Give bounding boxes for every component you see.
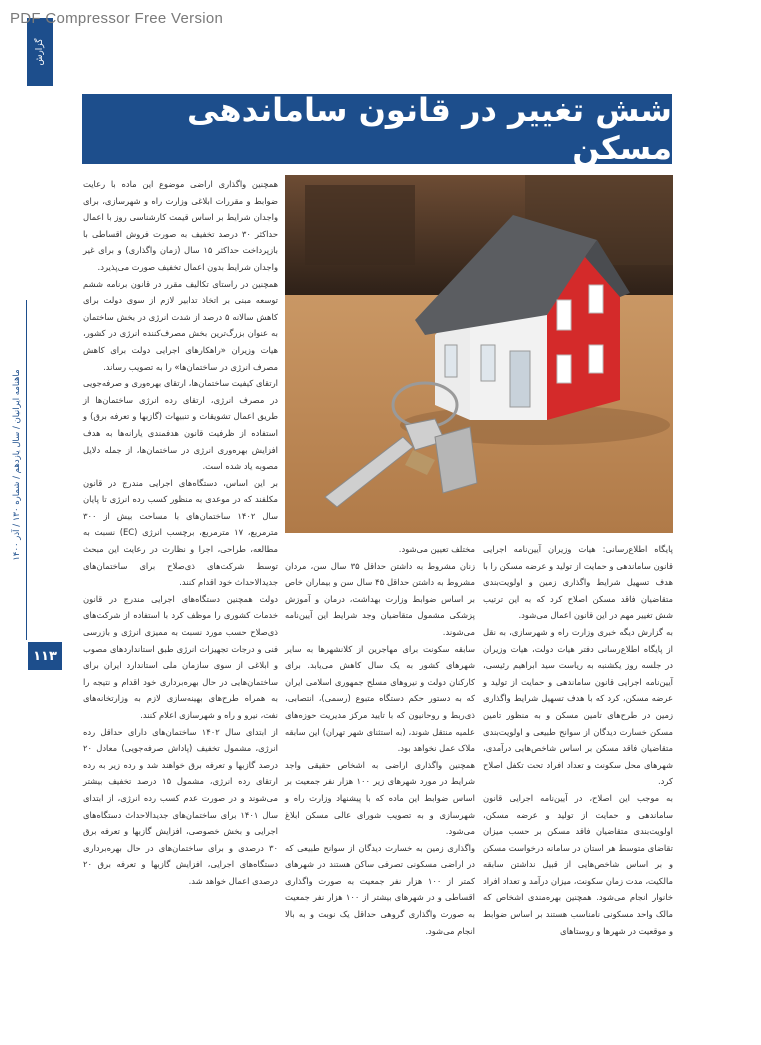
- paragraph: ارتقای کیفیت ساختمان‌ها، ارتقای بهره‌وری و صرفه‌جویی در مصرف انرژی، ارتقای رده انرژی ساختمان‌ها از طریق اعمال تشویقات و تنبیهات (گازبها و تعرفه برق) و استفاده از ظرفیت قانون هدفمندی یارانه‌ها به هدف افزایش بهره‌وری انرژی در ساختمان‌ها، از جمله دلایل مصوبه یاد شده است.: [83, 378, 278, 472]
- article-column-left: [83, 176, 278, 966]
- article-column-right: [483, 541, 673, 971]
- section-tab: [27, 18, 53, 86]
- page-title: شش تغییر در قانون ساماندهی مسکن: [82, 94, 672, 164]
- article-column-middle: [285, 541, 475, 971]
- side-magazine-label: [6, 300, 28, 630]
- paragraph: همچنین در راستای تکالیف مقرر در قانون برنامه ششم توسعه مبنی بر اتخاذ تدابیر لازم از سوی دولت برای کاهش سالانه ۵ درصد از شدت انرژی در بخش ساختمان به عنوان بزرگ‌ترین بخش مصرف‌کننده انرژی در کشور، هیات وزیران «راهکارهای اجرایی دولت برای کاهش مصرف انرژی در ساختمان‌ها» را به تصویب رساند.: [83, 278, 278, 372]
- paragraph: پایگاه اطلاع‌رسانی: هیات وزیران آیین‌نامه اجرایی قانون ساماندهی و حمایت از تولید و عرضه مسکن را با هدف تسهیل شرایط واگذاری زمین و اولویت‌بندی متقاضیان فاقد مسکن اصلاح کرد که به این ترتیب شش تغییر مهم در این قانون اعمال می‌شود.: [483, 544, 673, 621]
- section-tab-label: گزارش: [35, 38, 45, 66]
- paragraph: به موجب این اصلاح، در آیین‌نامه اجرایی قانون ساماندهی و حمایت از تولید و عرضه مسکن، اولویت‌بندی متقاضیان فاقد مسکن بر حسب میزان تقاضای متوسط هر استان در سامانه درخواست مسکن و بر اساس شاخص‌هایی از قبیل نداشتن سابقه مالکیت، مدت زمان سکونت، میزان درآمد و تعداد افراد خانوار انجام می‌شود. همچنین بهره‌مندی اشخاص که مالک واحد مسکونی نامناسب هستند بر اساس ضوابط و موقعیت در شهرها و روستاهای: [483, 792, 673, 936]
- house-keys-photo: [285, 175, 673, 533]
- paragraph: زنان مشروط به داشتن حداقل ۳۵ سال سن، مردان مشروط به داشتن حداقل ۴۵ سال سن و بیماران خاص بر اساس ضوابط وزارت بهداشت، درمان و آموزش پزشکی مشمول متقاضیان وجد شرایط این آیین‌نامه می‌شوند.: [285, 560, 476, 637]
- paragraph: مختلف تعیین می‌شود.: [398, 544, 475, 554]
- page-number: ۱۱۳: [28, 642, 62, 670]
- watermark: PDF Compressor Free Version: [10, 10, 224, 27]
- paragraph: دولت همچنین دستگاه‌های اجرایی مندرج در قانون خدمات کشوری را موظف کرد با استفاده از شرکت‌های ذی‌صلاح حسب مورد نسبت به ممیزی انرژی و بازرسی فنی و درجات تجهیزات انرژی طبق استانداردهای مصوب و ابلاغی از سوی سازمان ملی استاندارد ایران برای ساختمان‌هایی در حال بهره‌برداری خود اقدام و نتیجه را به همراه طرح‌های بهینه‌سازی لازم به وزارتخانه‌های نفت، نیرو و راه و شهرسازی اعلام کنند.: [83, 593, 278, 720]
- side-divider: [26, 300, 27, 640]
- side-magazine-text: ماهنامه ایرانیان / سال یازدهم / شماره ۱۳۰ / آذر ۱۴۰۰: [12, 369, 22, 561]
- paragraph: به گزارش دیگه خبری وزارت راه و شهرسازی، به نقل از پایگاه اطلاع‌رسانی دفتر هیات دولت، هیات وزیران در جلسه روز یکشنبه به ریاست سید ابراهیم رئیسی، آیین‌نامه اجرایی قانون ساماندهی و حمایت از تولید و عرضه مسکن، کرد که با هدف تسهیل شرایط واگذاری زمین در طرح‌های تامین مسکن و به منظور تامین مسکن خسارت دیدگان از سوانح طبیعی و اولویت‌بندی متقاضیان فاقد مسکن بر اساس شاخص‌هایی درآمدی، شهرهای محل سکونت و تعداد افراد تحت تکفل اصلاح کرد.: [483, 626, 673, 787]
- paragraph: همچنین واگذاری اراضی موضوع این ماده با رعایت ضوابط و مقررات ابلاغی وزارت راه و شهرسازی، برای واجدان شرایط بر اساس قیمت کارشناسی روز با اعمال حداکثر ۳۰ درصد تخفیف به صورت فروش اقساطی با بازپرداخت حداکثر ۱۵ سال (زمان واگذاری) و برای غیر واجدان شرایط بدون اعمال تخفیف صورت می‌پذیرد.: [83, 179, 278, 272]
- paragraph: از ابتدای سال ۱۴۰۲ ساختمان‌های دارای حداقل رده انرژی، مشمول تخفیف (پاداش صرفه‌جویی) معادل ۲۰ درصد گازبها و تعرفه برق خواهند شد و رده زیر به رده ارتقای رده انرژی، مشمول ۱۵ درصد تخفیف بیشتر می‌شوند و در صورت عدم کسب رده انرژی، از ابتدای سال ۱۴۰۱ برای ساختمان‌های جدیدالاحداث دستگاه‌های اجرایی و بخش خصوصی، افزایش گازبها و تعرفه برق ۳۰ درصدی و برای ساختمان‌های در حال بهره‌برداری دستگاه‌های اجرایی، افزایش گازبها و تعرفه برق ۲۰ درصدی اعمال خواهد شد.: [83, 726, 278, 886]
- paragraph: واگذاری زمین به خسارت دیدگان از سوانح طبیعی که در اراضی مسکونی تصرفی ساکن هستند در شهرهای کمتر از ۱۰۰ هزار نفر جمعیت به صورت واگذاری اقساطی و در شهرهای بیشتر از ۱۰۰ هزار نفر جمعیت به صورت واگذاری گروهی حداقل یک نوبت و به بالا انجام می‌شود.: [285, 842, 475, 936]
- paragraph: همچنین واگذاری اراضی به اشخاص حقیقی واجد شرایط در مورد شهرهای زیر ۱۰۰ هزار نفر جمعیت بر اساس ضوابط این ماده که با پیشنهاد وزارت راه و شهرسازی و به تصویب شورای عالی مسکن ابلاغ می‌شود.: [285, 759, 476, 837]
- paragraph: سابقه سکونت برای مهاجرین از کلانشهرها به سایر شهرهای کشور به یک سال کاهش می‌یابد. برای کارکنان دولت و نیروهای مسلح جمهوری اسلامی ایران که به دستور حکم دستگاه متبوع (رسمی)، انتصابی، ذی‌ربط و روحانیون که با تایید مرکز مدیریت حوزه‌های علمیه منتقل شوند، (به استثنای شهر تهران) این سابقه ملاک عمل نخواهد بود.: [285, 643, 475, 754]
- paragraph: بر این اساس، دستگاه‌های اجرایی مندرج در قانون مکلفند که در موعدی به منظور کسب رده انرژی تا پایان سال ۱۴۰۲ ساختمان‌های با مساحت بیش از ۳۰۰ مترمربع، ۱۷ مترمربع، برچسب انرژی (EC) نسبت به مطالعه، طراحی، اجرا و نظارت در رعایت این مبحث توسط شرکت‌های ذی‌صلاح برای ساختمان‌های جدیدالاحداث خود اقدام کنند.: [83, 477, 279, 588]
